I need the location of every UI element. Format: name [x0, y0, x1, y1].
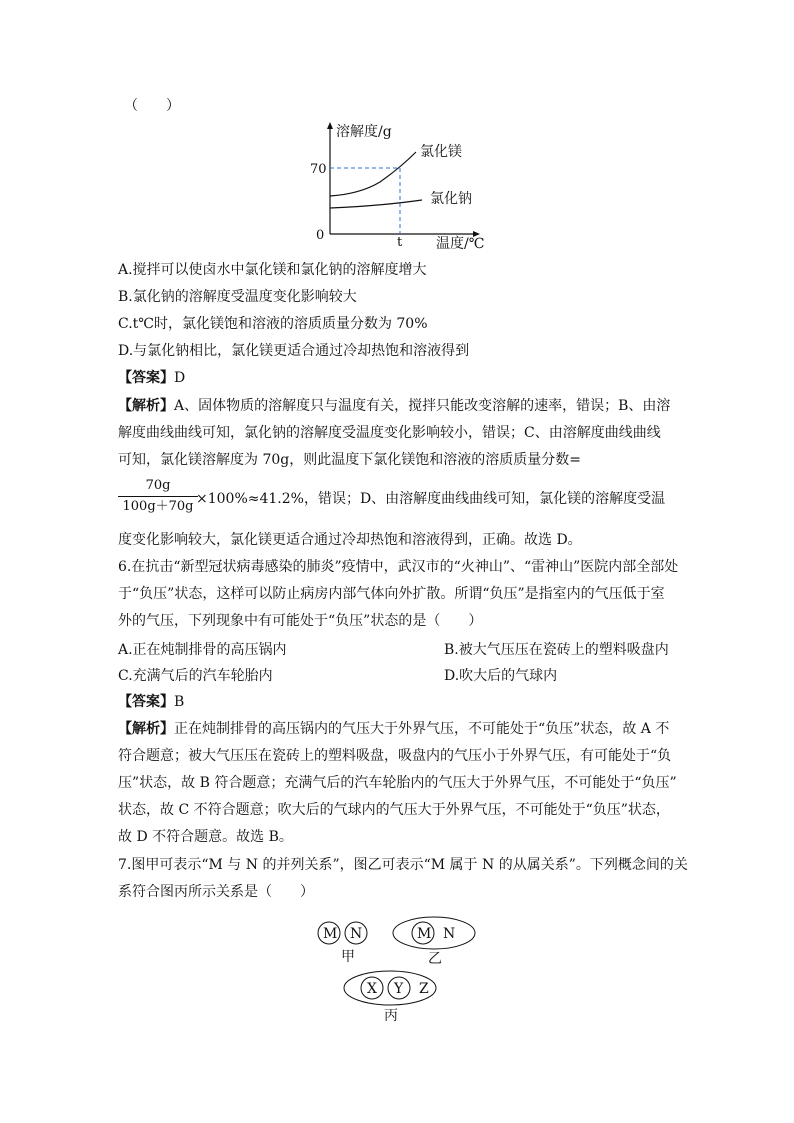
q5-analysis-line-1 — [118, 396, 670, 416]
q5-analysis-line-2: 解度曲线曲线可知，氯化钠的溶解度受温度变化影响较小，错误；C、由溶解度曲线曲线 — [118, 425, 661, 441]
q6-stem-line-1: 6.在抗击“新型冠状病毒感染的肺炎”疫情中，武汉市的“火神山”、“雷神山”医院内部全部处 — [118, 559, 679, 575]
q5-fraction — [118, 478, 198, 515]
q6-analysis-line-4: 状态，故 C 不符合题意；吹大后的气球内的气压大于外界气压，不可能处于“负压”状态， — [118, 802, 670, 818]
answer-tag: 【答案】 — [118, 694, 174, 710]
chart-ylabel: 溶解度/g — [336, 124, 392, 140]
q6-option-b: B.被大气压压在瓷砖上的塑料吸盘内 — [444, 642, 669, 658]
answer-value: D — [174, 370, 186, 386]
analysis-text: 正在炖制排骨的高压锅内的气压大于外界气压，不可能处于“负压”状态，故 A 不 — [174, 721, 670, 737]
q6-analysis-line-2: 符合题意；被大气压压在瓷砖上的塑料吸盘，吸盘内的气压小于外界气压，有可能处于“负 — [118, 748, 672, 764]
jia-m-label: M — [323, 926, 338, 942]
bing-x-label: X — [367, 981, 377, 997]
q5-answer — [118, 368, 185, 388]
q6-stem-line-2: 于“负压”状态，这样可以防止病房内部气体向外扩散。所谓“负压”是指室内的气压低于室 — [118, 586, 665, 602]
answer-value: B — [174, 694, 185, 710]
fraction-numerator: 70g — [145, 478, 171, 493]
curve-nacl — [330, 200, 422, 208]
fraction-denominator: 100g＋70g — [122, 499, 194, 514]
solubility-chart — [300, 116, 500, 256]
analysis-tag: 【解析】 — [118, 721, 174, 737]
q6-option-c: C.充满气后的汽车轮胎内 — [118, 668, 273, 684]
q5-option-c: C.t℃时，氯化镁饱和溶液的溶质质量分数为 70% — [118, 316, 428, 332]
jia-n-label: N — [350, 926, 363, 942]
yi-m-label: M — [417, 926, 432, 942]
question-paren: （ ） — [124, 98, 180, 114]
chart-x-tick-t: t — [397, 235, 403, 250]
q6-analysis-line-3: 压”状态，故 B 符合题意；充满气后的汽车轮胎内的气压大于外界气压，不可能处于“负压” — [118, 775, 677, 791]
analysis-text: A、固体物质的溶解度只与温度有关，搅拌只能改变溶解的速率，错误；B、由溶 — [174, 398, 671, 414]
q7-stem-line-1: 7.图甲可表示“M 与 N 的并列关系”，图乙可表示“M 属于 N 的从属关系”。下列概念间的关 — [118, 857, 688, 873]
chart-y-tick-70: 70 — [310, 162, 327, 177]
q6-answer — [118, 692, 184, 712]
q7-relation-diagram — [300, 908, 500, 1028]
label-yi: 乙 — [428, 951, 442, 967]
q6-option-a: A.正在炖制排骨的高压锅内 — [118, 642, 287, 658]
q5-analysis-frac-tail: ×100%≈41.2%，错误；D、由溶解度曲线曲线可知，氯化镁的溶解度受温 — [196, 491, 666, 507]
label-nacl: 氯化钠 — [430, 191, 472, 207]
q5-option-b: B.氯化钠的溶解度受温度变化影响较大 — [118, 289, 357, 305]
label-mgcl2: 氯化镁 — [420, 144, 462, 160]
q5-analysis-line-3: 可知，氯化镁溶解度为 70g，则此温度下氯化镁饱和溶液的溶质质量分数= — [118, 452, 581, 468]
answer-tag: 【答案】 — [118, 370, 174, 386]
q6-option-d: D.吹大后的气球内 — [444, 668, 558, 684]
q6-analysis-line-1 — [118, 719, 669, 739]
q5-option-a: A.搅拌可以使卤水中氯化镁和氯化钠的溶解度增大 — [118, 262, 427, 278]
analysis-tag: 【解析】 — [118, 398, 174, 414]
chart-origin: 0 — [316, 228, 325, 243]
q6-analysis-line-5: 故 D 不符合题意。故选 B。 — [118, 829, 293, 845]
q7-stem-line-2: 系符合图丙所示关系是（ ） — [118, 884, 314, 900]
bing-z-label: Z — [419, 981, 429, 997]
q5-analysis-last: 度变化影响较大，氯化镁更适合通过冷却热饱和溶液得到，正确。故选 D。 — [118, 532, 582, 548]
q6-stem-line-3: 外的气压，下列现象中有可能处于“负压”状态的是（ ） — [118, 613, 483, 629]
label-jia: 甲 — [341, 949, 355, 965]
label-bing: 丙 — [384, 1008, 398, 1024]
curve-mgcl2 — [330, 152, 416, 196]
yi-n-label: N — [443, 926, 456, 942]
q5-option-d: D.与氯化钠相比，氯化镁更适合通过冷却热饱和溶液得到 — [118, 343, 470, 359]
y-axis-arrow — [327, 122, 333, 129]
fraction-bar — [118, 496, 198, 497]
bing-y-label: Y — [394, 981, 404, 997]
chart-xlabel: 温度/℃ — [436, 236, 485, 252]
